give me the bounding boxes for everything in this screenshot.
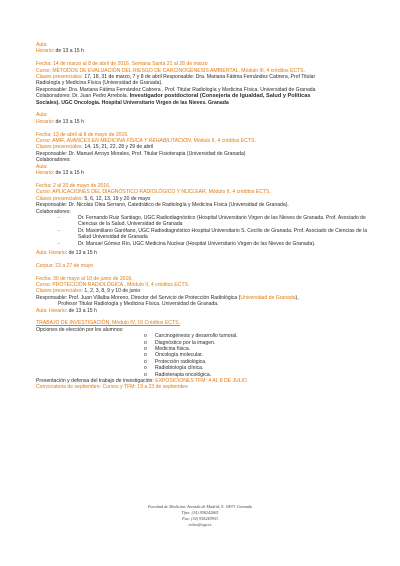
document-page bbox=[36, 42, 376, 391]
clases-line: Clases presenciales: 5, 6, 12, 13, 19 y 20 de mayo bbox=[36, 195, 151, 202]
responsable-line: Responsable: Prof. Juan Villalba Moreno, Director del Servicio de Protección Radiológica (Universidad de Granada), bbox=[36, 294, 299, 301]
clases-line: Clases presenciales: 14, 15, 21, 22, 28 y 29 de abril bbox=[36, 144, 154, 151]
corpus-line: Corpus: 23 a 27 de mayo bbox=[36, 262, 94, 269]
curso-line: Curso: AMIF, AVANCES EN MEDICINA FÍSICA Y REHABILITACIÓN, Módulo II, 4 créditos ECTS. bbox=[36, 138, 256, 145]
list-item: o Carcinogénesis y desarrollo tumoral. bbox=[144, 333, 238, 340]
list-item: - Dr. Maximiliano Garófano, UGC Radiodiagnóstico Hospital Universitario S. Cecilio de Granada. Prof. Asociado de Ciencias de la Salud Universidad de Granada bbox=[58, 227, 368, 241]
list-item: o Protección radiológica. bbox=[144, 358, 207, 365]
curso-line: Curso: MÉTODOS DE EVALUACIÓN DEL RIESGO DE CARCINOGÉNESIS AMBIENTAL. Módulo III, 4 créditos ECTS. bbox=[36, 67, 305, 74]
responsable-line: Responsable: Dra. Mariana Fátima Fernández Cabrera . Prof. Titular Radiología y Medicina Física. Universidad de Granada bbox=[36, 86, 316, 93]
list-item: o Radiobiología clínica. bbox=[144, 365, 204, 372]
list-item: o Medicina física. bbox=[144, 345, 191, 352]
aula-line: Aula: bbox=[36, 112, 48, 119]
horario-line: Horario: de 13 a 15 h bbox=[36, 48, 84, 55]
clases-line: Clases presenciales: 1, 2, 3, 8, 9 y 10 de junio bbox=[36, 288, 141, 295]
colaboradores-line: Colaboradores: bbox=[36, 157, 71, 164]
aula-line: Aula: bbox=[36, 42, 48, 48]
presentacion-line: Presentación y defensa del trabajo de investigación: EXPOSICIONES TFM: 4 AL 8 DE JULIO bbox=[36, 378, 247, 385]
horario-line: Horario: de 13 a 15 h bbox=[36, 170, 84, 177]
list-item: - Dr. Manuel Gómez Río, UGC Medicina Nuclear (Hospital Universitario Virgen de las Nieves de Granada). bbox=[58, 240, 316, 247]
footer bbox=[0, 504, 400, 528]
colaboradores-line-2: Sociales). UGC Oncología. Hospital Universitario Virgen de las Nieves. Granada bbox=[36, 99, 229, 106]
trabajo-line: TRABAJO DE INVESTIGACIÓN, Módulo IV, 16 Créditos ECTS. bbox=[36, 320, 180, 327]
colaboradores-line: Colaboradores: bbox=[36, 208, 71, 215]
footer-phone: Tfno: (34) 958242865 bbox=[181, 510, 219, 515]
fecha-line: Fecha: 30 de mayo al 10 de junio de 2016. bbox=[36, 275, 133, 282]
footer-address: Facultad de Medicina. Avenida de Madrid, 9. 18071 Granada bbox=[147, 504, 252, 509]
colaboradores-line: Colaboradores: Dr. Juan Pedro Arrebola. Investigador postdoctoral (Consejería de Igualdad, Salud y Políticas bbox=[36, 93, 311, 100]
fecha-line: Fecha: 2 al 20 de mayo de 2016. bbox=[36, 182, 111, 189]
horario-line: Horario: de 13 a 15 h bbox=[36, 118, 84, 125]
curso-line: Curso: PROTECCIÓN RADIOLÓGICA , Módulo II, 4 créditos ECTS. bbox=[36, 281, 190, 288]
curso-line: Curso: APLICACIONES DEL DIAGNÓSTICO RADIOLÓGICO Y NUCLEAR, Módulo II, 4 créditos ECTS. bbox=[36, 189, 271, 196]
responsable-line: Responsable: Dr. Manuel Arroyo Morales, Prof. Titular Fisioterapia (Universidad de Granada) bbox=[36, 150, 246, 157]
list-item: o Oncología molecular. bbox=[144, 352, 203, 359]
aula-horario-line: Aula: Horario: de 13 a 15 h bbox=[36, 249, 97, 256]
clases-line-2: Radiología y Medicina Física (Universidad de Granada). bbox=[36, 80, 163, 87]
fecha-line: Fecha: 13 de abril al 8 de mayo de 2016. bbox=[36, 131, 129, 138]
responsable-line-2: Profesor Titular Radiología y Medicina Física. Universidad de Granada. bbox=[58, 301, 219, 308]
clases-line: Clases presenciales: 17, 18, 31 de marzo, 7 y 8 de abril Responsable: Dra. Mariana Fátima Fernández Cabrera, Prof Titular bbox=[36, 74, 316, 81]
fecha-line: Fecha: 14 de marzo al 8 de abril de 2016. Semana Santa 21 al 28 de marzo bbox=[36, 61, 208, 68]
aula-horario-line: Aula: Horario: de 13 a 15 h bbox=[36, 307, 97, 314]
convocatoria-line: Convocatoria de septiembre: Cursos y TFM: 19 a 23 de septiembre bbox=[36, 384, 188, 391]
list-item: o Diagnóstico por la imagen. bbox=[144, 339, 216, 346]
footer-fax: Fax: (34) 958249953 bbox=[182, 516, 218, 521]
list-item: - Dr. Fernando Ruiz Santiago, UGC Radiodiagnóstico (Hospital Universitario Virgen de las Nieves de Granada. Prof. Asociado de Ciencias de la Salud. Universidad de Granada bbox=[58, 214, 366, 228]
aula-line: Aula: bbox=[36, 163, 48, 170]
list-item: o Radioterapia oncológica. bbox=[144, 371, 212, 378]
options-list bbox=[36, 333, 376, 378]
responsable-line: Responsable: Dr. Nicolás Olea Serrano, Catedrático de Radiología y Medicina Física (Universidad de Granada). bbox=[36, 202, 289, 209]
opciones-line: Opciones de elección por los alumnos: bbox=[36, 326, 124, 333]
footer-email: nolea@ugr.es bbox=[188, 522, 212, 527]
